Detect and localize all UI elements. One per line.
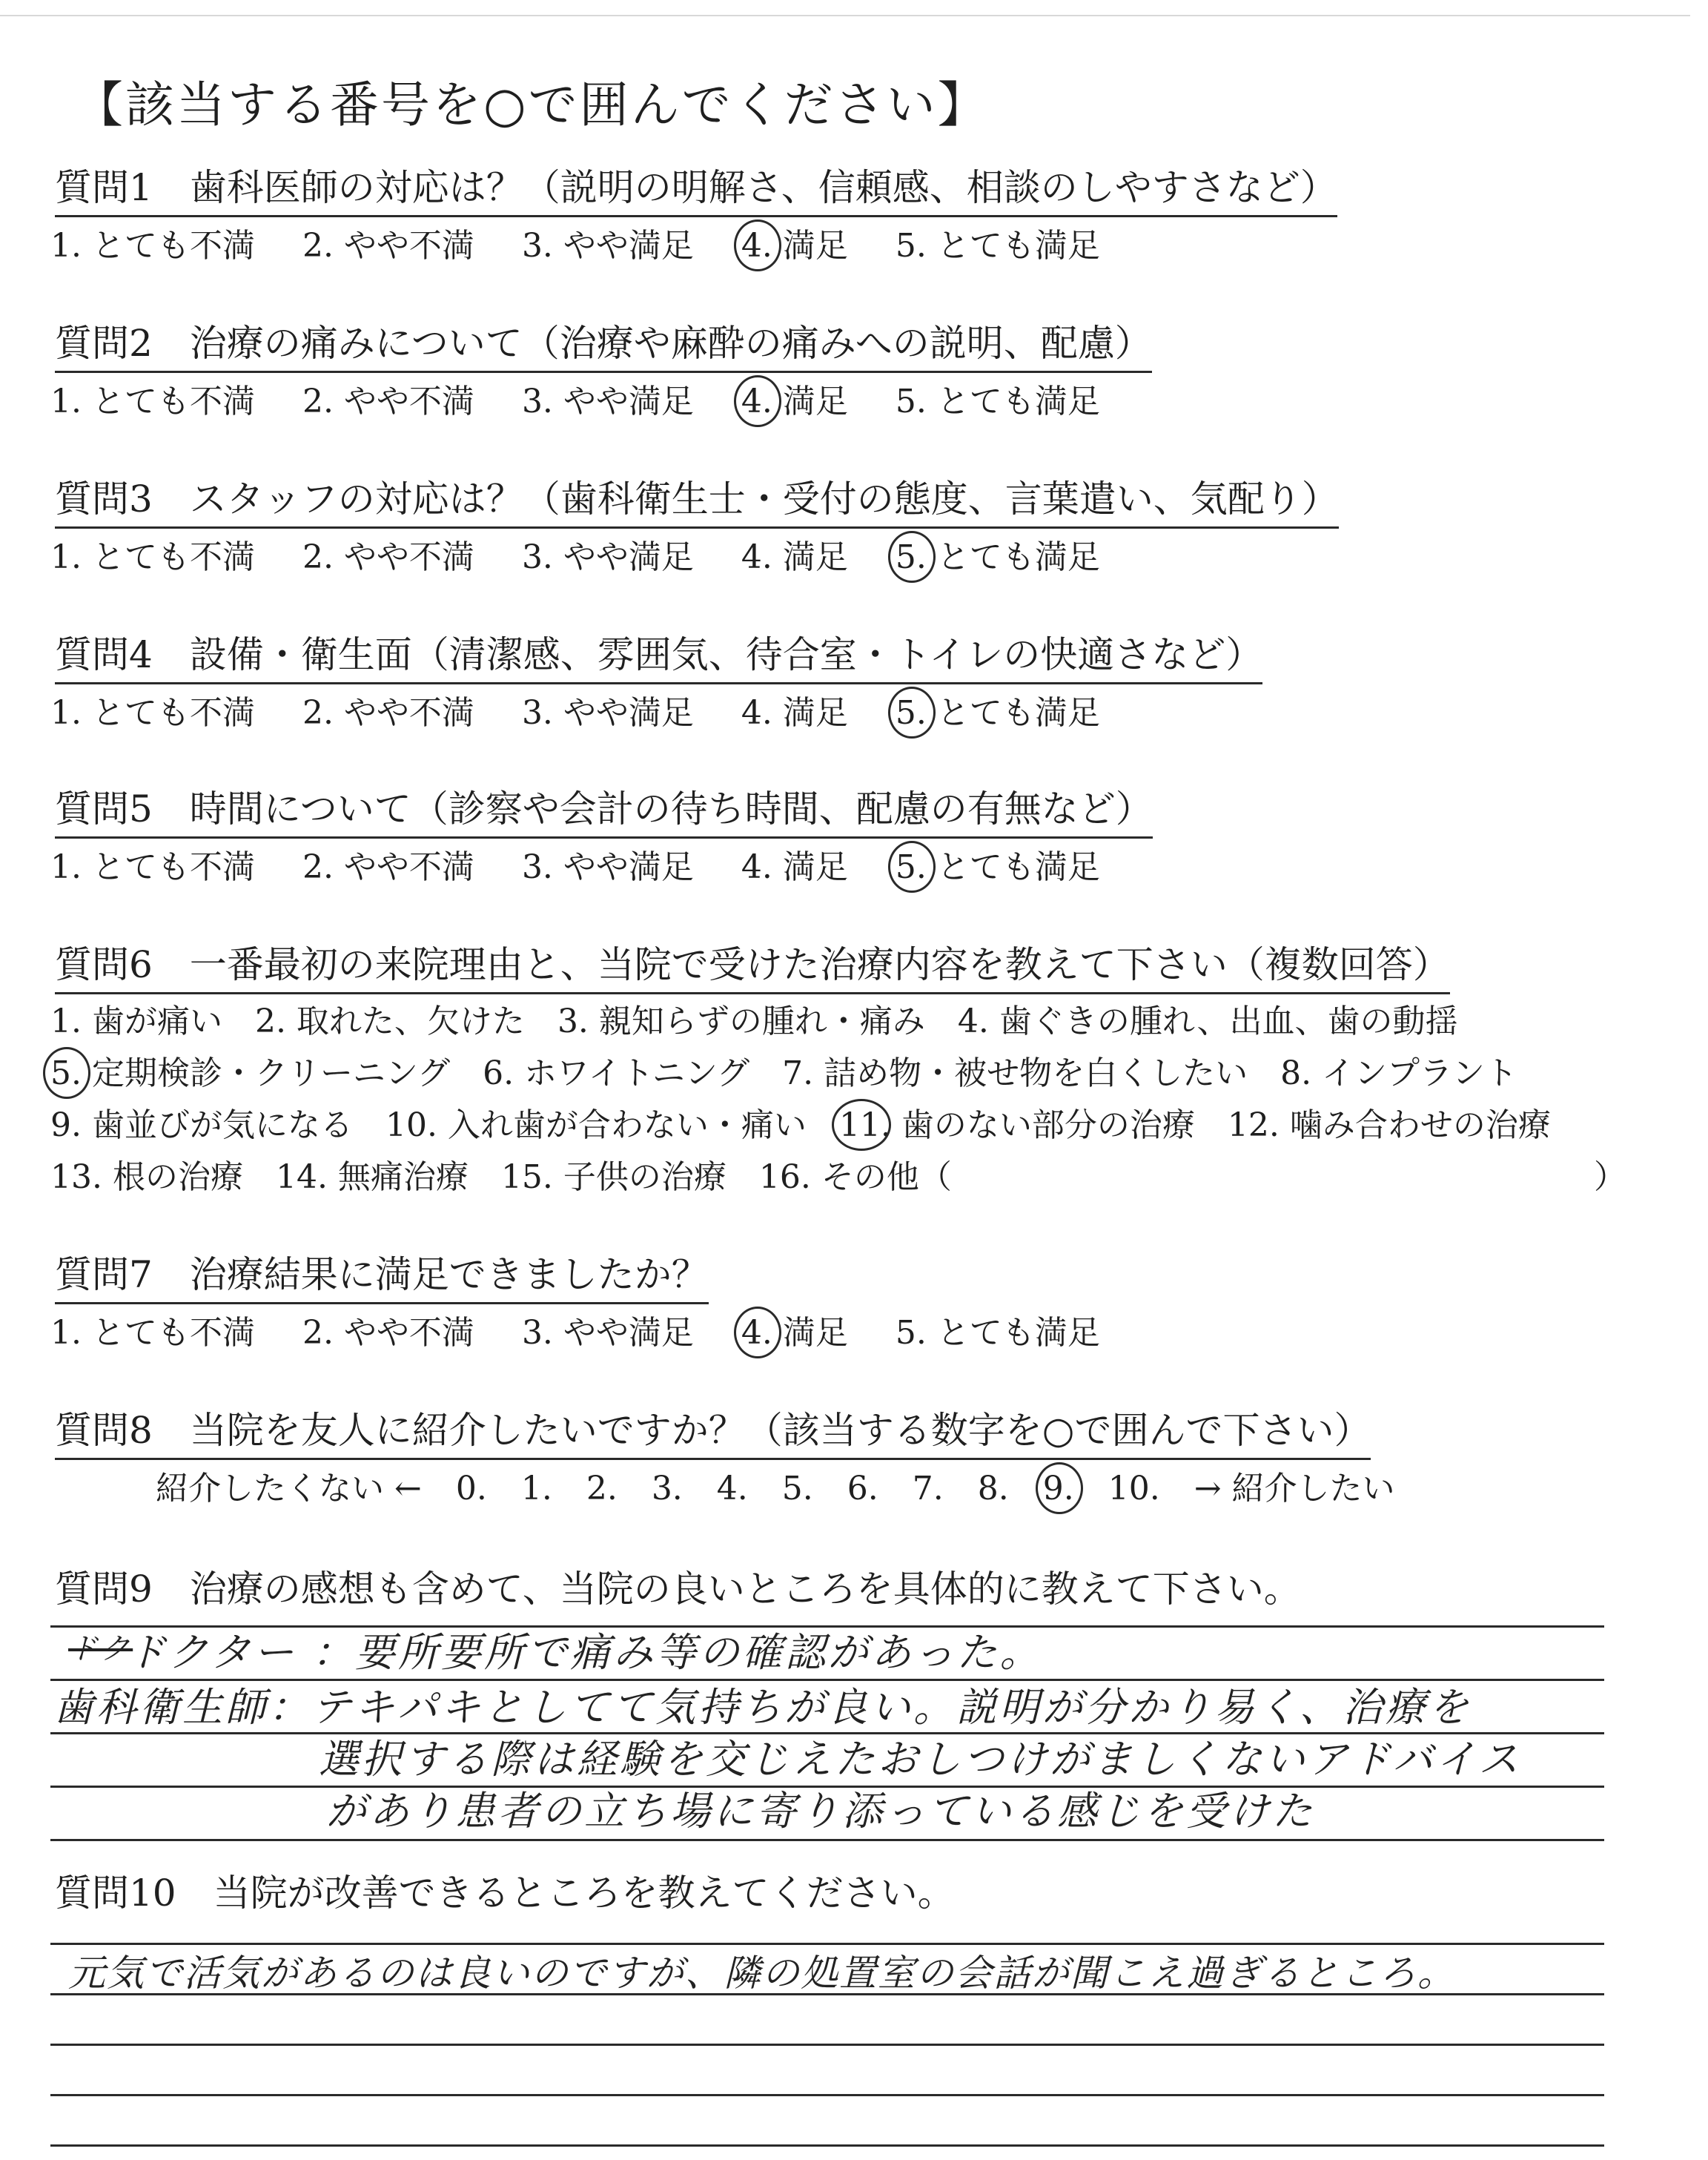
q5-option-2[interactable]: 2. やや不満	[302, 848, 474, 886]
q8-score-4[interactable]: 4.	[716, 1470, 748, 1507]
q6-option-11-circled[interactable]: 11. 歯のない部分の治療	[838, 1106, 1195, 1144]
q4-option-2[interactable]: 2. やや不満	[302, 694, 474, 732]
question-8-title: 質問8 当院を友人に紹介したいですか？（該当する数字を○で囲んで下さい）	[55, 1412, 1371, 1460]
question-2-title: 質問2 治療の痛みについて（治療や麻酔の痛みへの説明、配慮）	[55, 325, 1152, 373]
q8-score-8[interactable]: 8.	[977, 1470, 1009, 1507]
q5-option-1[interactable]: 1. とても不満	[50, 848, 255, 886]
q6-option-3[interactable]: 3. 親知らずの腫れ・痛み	[557, 1003, 925, 1040]
q6-option-10[interactable]: 10. 入れ歯が合わない・痛い	[385, 1106, 807, 1144]
q8-right-label: → 紹介したい	[1194, 1470, 1395, 1507]
q6-option-7[interactable]: 7. 詰め物・被せ物を白くしたい	[782, 1054, 1248, 1092]
q6-option-14[interactable]: 14. 無痛治療	[275, 1158, 469, 1196]
q6-option-12[interactable]: 12. 噛み合わせの治療	[1227, 1106, 1551, 1144]
q3-option-5-circled[interactable]: 5. とても満足	[895, 538, 1100, 576]
q9-handwritten-line-3: 選択する際は経験を交じえたおしつけがましくないアドバイス	[319, 1736, 1522, 1783]
question-8-scale	[156, 1470, 1429, 1507]
answer-line	[50, 1943, 1604, 1945]
top-border	[0, 15, 1690, 16]
question-5-options	[50, 848, 1100, 886]
q8-score-0[interactable]: 0.	[455, 1470, 487, 1507]
q4-option-1[interactable]: 1. とても不満	[50, 694, 255, 732]
q6-option-9[interactable]: 9. 歯並びが気になる	[50, 1106, 353, 1144]
question-6-title: 質問6 一番最初の来院理由と、当院で受けた治療内容を教えて下さい（複数回答）	[55, 946, 1450, 994]
answer-line	[50, 2094, 1604, 2096]
q6-row-1	[50, 1005, 1491, 1038]
question-7-options	[50, 1314, 1100, 1352]
q6-option-8[interactable]: 8. インプラント	[1280, 1054, 1518, 1092]
q1-option-2[interactable]: 2. やや不満	[302, 227, 474, 265]
q5-option-5-circled[interactable]: 5. とても満足	[895, 848, 1100, 886]
question-1-options	[50, 227, 1100, 265]
answer-line	[50, 1679, 1604, 1681]
question-9-title: 質問9 治療の感想も含めて、当院の良いところを具体的に教えて下さい。	[55, 1568, 1301, 1611]
q7-option-4-circled[interactable]: 4. 満足	[741, 1314, 848, 1352]
q8-score-5[interactable]: 5.	[781, 1470, 813, 1507]
answer-line	[50, 1839, 1604, 1841]
q2-option-4-circled[interactable]: 4. 満足	[741, 383, 848, 420]
q6-option-16[interactable]: 16. その他（	[758, 1158, 952, 1196]
q8-score-7[interactable]: 7.	[912, 1470, 944, 1507]
question-10-title: 質問10 当院が改善できるところを教えてください。	[55, 1872, 955, 1915]
q5-option-4[interactable]: 4. 満足	[741, 848, 848, 886]
question-5-title: 質問5 時間について（診察や会計の待ち時間、配慮の有無など）	[55, 790, 1153, 839]
q2-option-1[interactable]: 1. とても不満	[50, 383, 255, 420]
question-4-title: 質問4 設備・衛生面（清潔感、雰囲気、待合室・トイレの快適さなど）	[55, 636, 1262, 684]
q8-score-2[interactable]: 2.	[586, 1470, 618, 1507]
q1-option-1[interactable]: 1. とても不満	[50, 227, 255, 265]
q6-row-2	[50, 1054, 1550, 1092]
q6-option-2[interactable]: 2. 取れた、欠けた	[254, 1003, 525, 1040]
q6-option-13[interactable]: 13. 根の治療	[50, 1158, 243, 1196]
q1-option-4-circled[interactable]: 4. 満足	[741, 227, 848, 265]
answer-line	[50, 1625, 1604, 1628]
q7-option-2[interactable]: 2. やや不満	[302, 1314, 474, 1352]
q6-option-15[interactable]: 15. 子供の治療	[500, 1158, 726, 1196]
answer-line	[50, 2144, 1604, 2147]
q9-handwritten-line-1: ドクター ：要所要所で痛み等の確認があった。	[126, 1629, 1043, 1676]
q6-row-3	[50, 1106, 1583, 1144]
q3-option-4[interactable]: 4. 満足	[741, 538, 848, 576]
question-4-options	[50, 694, 1100, 732]
q9-handwritten-line-4: があり患者の立ち場に寄り添っている感じを受けた	[326, 1788, 1315, 1834]
q4-option-5-circled[interactable]: 5. とても満足	[895, 694, 1100, 732]
question-3-options	[50, 538, 1100, 576]
q9-handwritten-line-2: 歯科衛生師：テキパキとしてて気持ちが良い。説明が分かり易く、治療を	[53, 1684, 1472, 1731]
q6-option-1[interactable]: 1. 歯が痛い	[50, 1003, 222, 1040]
question-1-title: 質問1 歯科医師の対応は？（説明の明解さ、信頼感、相談のしやすさなど）	[55, 169, 1337, 217]
q6-option-4[interactable]: 4. 歯ぐきの腫れ、出血、歯の動揺	[957, 1003, 1458, 1040]
q3-option-1[interactable]: 1. とても不満	[50, 538, 255, 576]
answer-line	[50, 2044, 1604, 2046]
q6-other-close-paren: ）	[1594, 1158, 1626, 1196]
q7-option-3[interactable]: 3. やや満足	[521, 1314, 694, 1352]
q1-option-5[interactable]: 5. とても満足	[895, 227, 1100, 265]
q5-option-3[interactable]: 3. やや満足	[521, 848, 694, 886]
question-3-title: 質問3 スタッフの対応は？（歯科衛生士・受付の態度、言葉遣い、気配り）	[55, 480, 1339, 529]
q3-option-3[interactable]: 3. やや満足	[521, 538, 694, 576]
q4-option-4[interactable]: 4. 満足	[741, 694, 848, 732]
q8-left-label: 紹介したくない ←	[156, 1470, 422, 1507]
q7-option-5[interactable]: 5. とても満足	[895, 1314, 1100, 1352]
q8-score-10[interactable]: 10.	[1108, 1470, 1160, 1507]
q8-score-1[interactable]: 1.	[520, 1470, 552, 1507]
q2-option-5[interactable]: 5. とても満足	[895, 383, 1100, 420]
q2-option-3[interactable]: 3. やや満足	[521, 383, 694, 420]
q3-option-2[interactable]: 2. やや不満	[302, 538, 474, 576]
q10-handwritten-line-1: 元気で活気があるのは良いのですが、隣の処置室の会話が聞こえ過ぎるところ。	[68, 1952, 1456, 1995]
q7-option-1[interactable]: 1. とても不満	[50, 1314, 255, 1352]
q1-option-3[interactable]: 3. やや満足	[521, 227, 694, 265]
answer-line	[50, 1732, 1604, 1734]
q9-struck-text: ドク	[68, 1632, 133, 1666]
q6-row-4	[50, 1158, 984, 1196]
q4-option-3[interactable]: 3. やや満足	[521, 694, 694, 732]
q8-score-9-circled[interactable]: 9.	[1042, 1470, 1074, 1507]
q8-score-3[interactable]: 3.	[651, 1470, 683, 1507]
q6-option-6[interactable]: 6. ホワイトニング	[483, 1054, 750, 1092]
page-title: 【該当する番号を○で囲んでください】	[74, 76, 989, 133]
q6-option-5-circled[interactable]: 5. 定期検診・クリーニング	[50, 1054, 451, 1092]
question-2-options	[50, 383, 1100, 420]
question-7-title: 質問7 治療結果に満足できましたか？	[55, 1256, 709, 1304]
q2-option-2[interactable]: 2. やや不満	[302, 383, 474, 420]
q8-score-6[interactable]: 6.	[847, 1470, 878, 1507]
